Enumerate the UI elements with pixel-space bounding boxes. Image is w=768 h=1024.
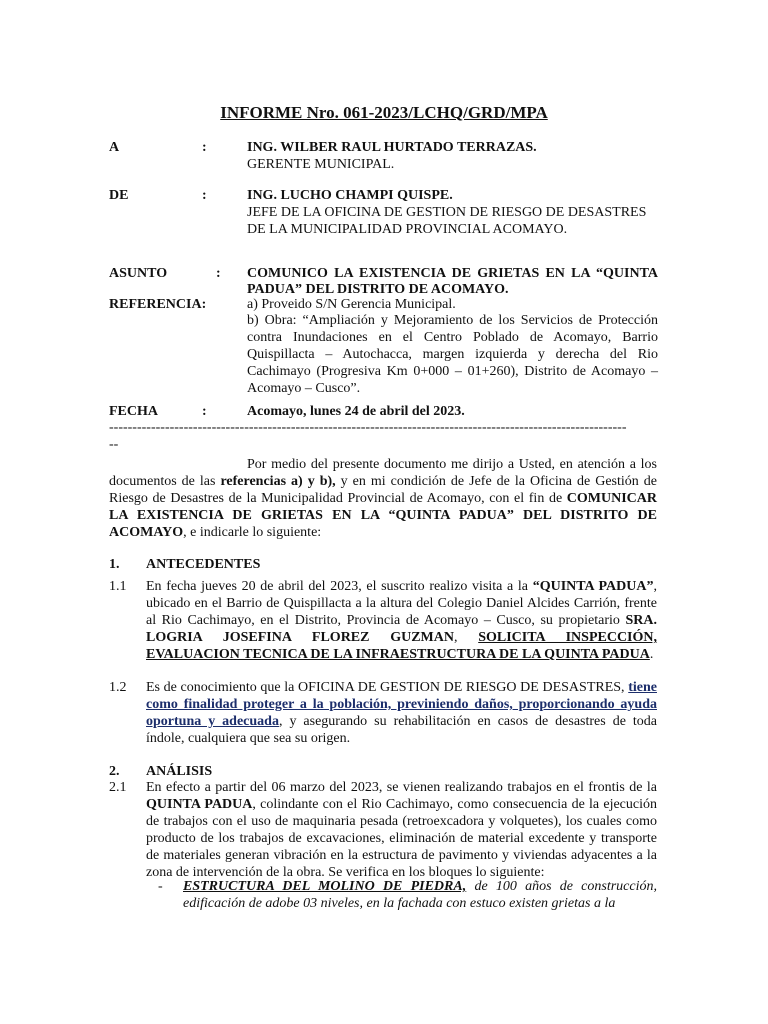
subject-label: ASUNTO [109, 266, 168, 281]
to-colon: : [202, 140, 207, 155]
subject-colon: : [216, 266, 221, 281]
from-name: ING. LUCHO CHAMPI QUISPE. [247, 188, 453, 203]
reference-a: a) Proveido S/N Gerencia Municipal. [247, 297, 456, 312]
separator-tail: -- [109, 437, 119, 452]
subject-line1: COMUNICO LA EXISTENCIA DE GRIETAS EN LA “QUINTA [247, 266, 658, 281]
item-1-2-text: Es de conocimiento que la OFICINA DE GESTION DE RIESGO DE DESASTRES, tiene como finalidad proteger a la población, previniendo daños, proporcionando ayuda oportuna y adecuada, y asegurando su rehabilitación en casos de desastres de toda índole, cualquiera que sea su origen. [146, 680, 657, 746]
bullet-dash: - [158, 879, 163, 894]
to-role: GERENTE MUNICIPAL. [247, 157, 395, 172]
date-label: FECHA [109, 404, 158, 419]
section2-title: ANÁLISIS [146, 764, 213, 779]
intro-paragraph: Por medio del presente documento me dirijo a Usted, en atención a los documentos de las referencias a) y b), y en mi condición de Jefe de la Oficina de Gestión de Riesgo de Desastres de la Municipalidad Provincial de Acomayo, con el fin de COMUNICAR LA EXISTENCIA DE GRIETAS EN LA “QUINTA PADUA” DEL DISTRITO DE ACOMAYO, e indicarle lo siguiente: [109, 457, 657, 540]
date-colon: : [202, 404, 207, 419]
item-2-1-text: En efecto a partir del 06 marzo del 2023, se vienen realizando trabajos en el frontis de la QUINTA PADUA, colindante con el Rio Cachimayo, como consecuencia de la ejecución de trabajos con el uso de maquinaria pesada (retroexcadora y volquetes), los cuales como producto de los trabajos de excavaciones, eliminación de material excedente y transporte de materiales generan vibración en la estructura de pavimento y viviendas adyacentes a la zona de intervención de la obra. Se verifica en los bloques lo siguiente: [146, 780, 657, 880]
report-title: INFORME Nro. 061-2023/LCHQ/GRD/MPA [220, 103, 548, 122]
section1-title: ANTECEDENTES [146, 557, 261, 572]
to-label: A [109, 140, 120, 155]
separator-line: --------------------------------------------------------------------------------------------------------------- [109, 420, 627, 435]
item-1-2-number: 1.2 [109, 680, 127, 695]
item-1-1-number: 1.1 [109, 579, 127, 594]
from-label: DE [109, 188, 129, 203]
item-2-1-number: 2.1 [109, 780, 127, 795]
date-value: Acomayo, lunes 24 de abril del 2023. [247, 404, 465, 419]
reference-b: b) Obra: “Ampliación y Mejoramiento de los Servicios de Protección contra Inundaciones en el Centro Poblado de Acomayo, Barrio Quispillacta – Autochacca, margen izquierda y derecha del Rio Cachimayo (Progresiva Km 0+000 – 01+260), Distrito de Acomayo – Acomayo – Cusco”. [247, 313, 658, 396]
from-role-line2: DE LA MUNICIPALIDAD PROVINCIAL ACOMAYO. [247, 222, 568, 237]
reference-label: REFERENCIA: [109, 297, 207, 312]
bullet-item-text: ESTRUCTURA DEL MOLINO DE PIEDRA, de 100 años de construcción, edificación de adobe 03 niveles, en la fachada con estuco existen grietas a la [183, 879, 657, 911]
item-1-1-text: En fecha jueves 20 de abril del 2023, el suscrito realizo visita a la “QUINTA PADUA”, ubicado en el Barrio de Quispillacta a la altura del Colegio Daniel Alcides Carrión, frente al Rio Cachimayo, en el Distrito, Provincia de Acomayo – Cusco, su propietario SRA. LOGRIA JOSEFINA FLOREZ GUZMAN, SOLICITA INSPECCIÓN, EVALUACION TECNICA DE LA INFRAESTRUCTURA DE LA QUINTA PADUA. [146, 579, 658, 662]
to-name: ING. WILBER RAUL HURTADO TERRAZAS. [247, 140, 537, 155]
from-colon: : [202, 188, 207, 203]
section2-number: 2. [109, 764, 120, 779]
from-role-line1: JEFE DE LA OFICINA DE GESTION DE RIESGO DE DESASTRES [247, 205, 647, 220]
section1-number: 1. [109, 557, 120, 572]
subject-line2: PADUA” DEL DISTRITO DE ACOMAYO. [247, 282, 509, 297]
